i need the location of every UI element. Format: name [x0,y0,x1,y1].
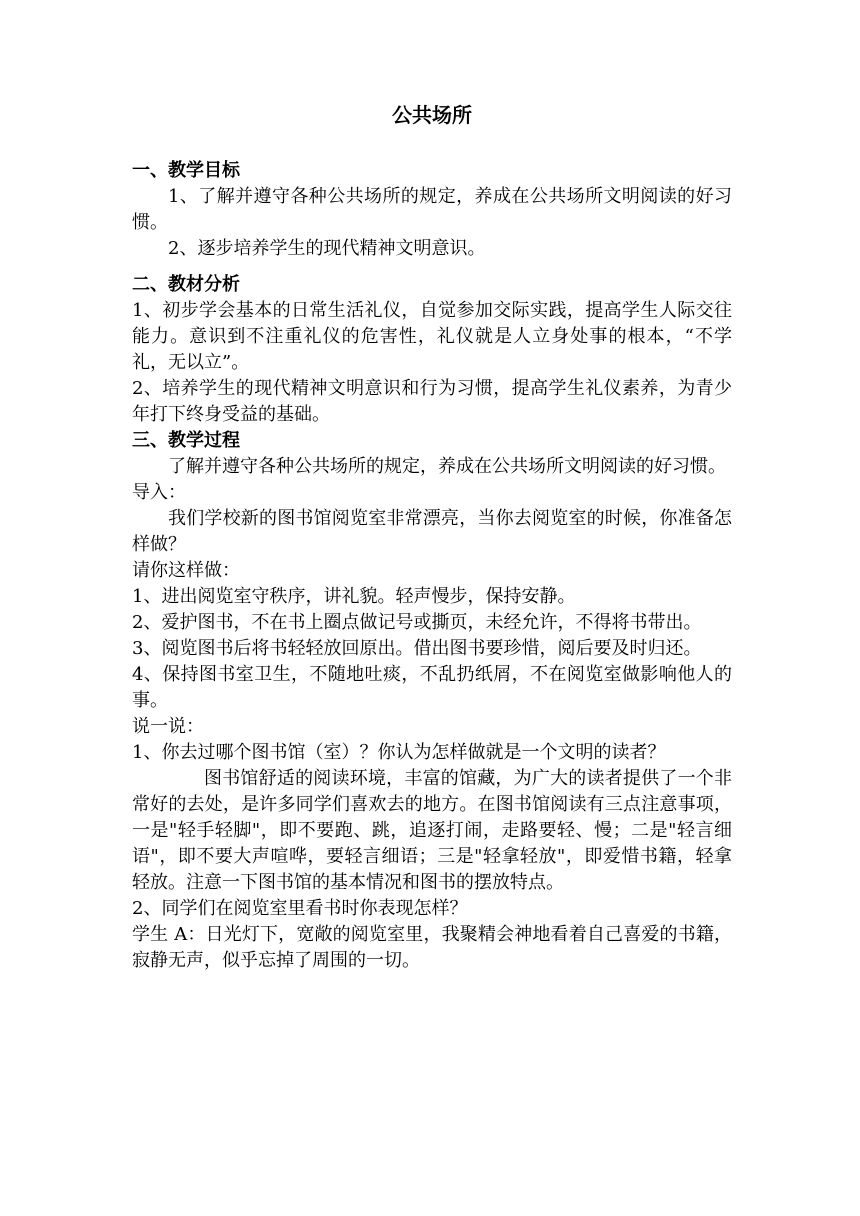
document-title: 公共场所 [392,103,472,127]
rule-item-4: 4、保持图书室卫生，不随地吐痰，不乱扔纸屑，不在阅览室做影响他人的事。 [132,664,732,711]
student-a-answer: 学生 A：日光灯下，宽敞的阅览室里，我聚精会神地看着自己喜爱的书籍，寂静无声，似乎忘掉了周围的一切。 [132,924,732,971]
analysis-item-1: 1、初步学会基本的日常生活礼仪，自觉参加交际实践，提高学生人际交往能力。意识到不注重礼仪的危害性，礼仪就是人立身处事的根本，“不学礼，无以立”。 [132,300,732,373]
section-heading-teaching-goals: 一、教学目标 [132,160,240,181]
rule-item-1: 1、进出阅览室守秩序，讲礼貌。轻声慢步，保持安静。 [132,586,576,607]
intro-text: 我们学校新的图书馆阅览室非常漂亮，当你去阅览室的时候，你准备怎样做？ [132,508,732,555]
goal-item-1: 1、了解并遵守各种公共场所的规定，养成在公共场所文明阅读的好习惯。 [132,186,732,233]
rule-item-3: 3、阅览图书后将书轻轻放回原出。借出图书要珍惜，阅后要及时归还。 [132,638,702,659]
section-heading-teaching-process: 三、教学过程 [132,430,240,451]
rule-item-2: 2、爱护图书，不在书上圈点做记号或撕页，未经允许，不得将书带出。 [132,612,702,633]
please-label: 请你这样做： [132,560,240,581]
question-2: 2、同学们在阅览室里看书时你表现怎样？ [132,898,468,919]
document-page [132,100,732,974]
process-goal: 了解并遵守各种公共场所的规定，养成在公共场所文明阅读的好习惯。 [168,456,726,477]
discuss-label: 说一说： [132,716,204,737]
section-heading-material-analysis: 二、教材分析 [132,274,240,295]
goal-item-2: 2、逐步培养学生的现代精神文明意识。 [168,238,486,259]
analysis-item-2: 2、培养学生的现代精神文明意识和行为习惯，提高学生礼仪素养，为青少年打下终身受益的基础。 [132,378,732,425]
question-1-answer: 图书馆舒适的阅读环境，丰富的馆藏，为广大的读者提供了一个非常好的去处，是许多同学们喜欢去的地方。在图书馆阅读有三点注意事项，一是"轻手轻脚"，即不要跑、跳，追逐打闹，走路要轻、慢；二是"轻言细语"，即不要大声喧哗，要轻言细语；三是"轻拿轻放"，即爱惜书籍，轻拿轻放。注意一下图书馆的基本情况和图书的摆放特点。 [132,768,732,893]
question-1: 1、你去过哪个图书馆（室）？你认为怎样做就是一个文明的读者？ [132,742,666,763]
intro-label: 导入： [132,482,186,503]
